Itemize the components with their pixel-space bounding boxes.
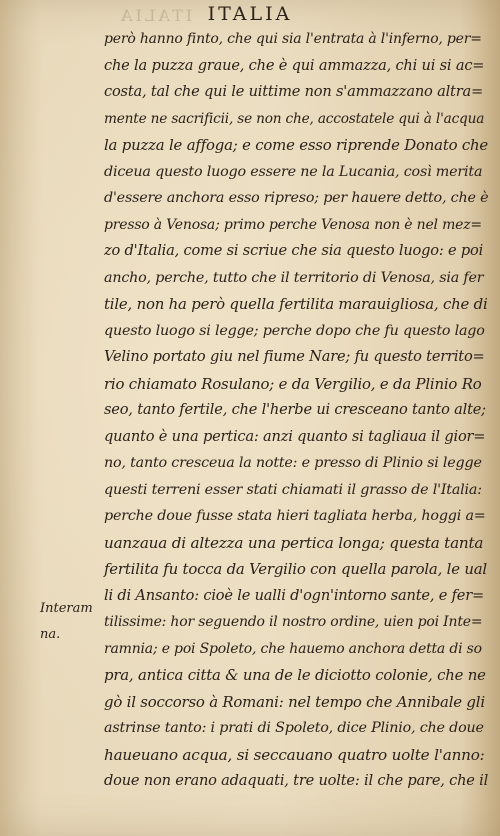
- margin-note-line: Interam: [40, 601, 93, 616]
- body-text: [104, 26, 489, 795]
- text-line: quanto è una pertica: anzi quanto si tagliaua il gior=: [104, 427, 486, 445]
- text-line: Velino portato giu nel fiume Nare; fu questo territo=: [104, 348, 485, 365]
- text-line: fertilita fu tocca da Vergilio con quella parola, le ual: [104, 560, 487, 578]
- text-line: uanzaua di altezza una pertica longa; questa tanta: [104, 533, 484, 552]
- text-line: pra, antica citta & una de le diciotto colonie, che ne: [104, 666, 486, 684]
- text-line: che la puzza graue, che è qui ammazza, chi ui si ac=: [104, 56, 485, 74]
- text-line: ramnia; e poi Spoleto, che hauemo anchora detta di so: [104, 640, 482, 657]
- text-line: d'essere anchora esso ripreso; per hauere detto, che è: [104, 190, 489, 206]
- text-line: tile, non ha però quella fertilita marauigliosa, che di: [104, 295, 488, 313]
- text-line: doue non erano adaquati, tre uolte: il che pare, che il: [104, 772, 489, 789]
- text-line: diceua questo luogo essere ne la Lucania, così merita: [104, 163, 483, 180]
- text-line: questo luogo si legge; perche dopo che fu questo lago: [104, 322, 485, 339]
- text-line: zo d'Italia, come si scriue che sia questo luogo: e poi: [104, 242, 484, 259]
- text-line: mente ne sacrificii, se non che, accostatele qui à l'acqua: [104, 110, 485, 127]
- text-line: no, tanto cresceua la notte: e presso di Plinio si legge: [104, 455, 482, 471]
- text-line: tilissime: hor seguendo il nostro ordine, uien poi Inte=: [104, 614, 483, 630]
- text-line: seo, tanto fertile, che l'herbe ui cresceano tanto alte;: [104, 401, 486, 418]
- text-line: questi terreni esser stati chiamati il grasso de l'Italia:: [104, 481, 482, 498]
- margin-note: [40, 596, 100, 648]
- text-line: perche doue fusse stata hieri tagliata herba, hoggi a=: [104, 508, 486, 524]
- text-line: però hanno finto, che qui sia l'entrata à l'inferno, per=: [104, 31, 482, 47]
- text-line: costa, tal che qui le uittime non s'ammazzano altra=: [104, 83, 484, 100]
- text-line: gò il soccorso à Romani: nel tempo che Annibale gli: [104, 692, 485, 711]
- text-line: presso à Venosa; primo perche Venosa non è nel mez=: [104, 216, 482, 233]
- text-line: haueuano acqua, si seccauano quatro uolte l'anno:: [104, 745, 485, 764]
- text-line: la puzza le affoga; e come esso riprende Donato che: [104, 136, 489, 154]
- running-head: ITALIA: [207, 3, 293, 25]
- text-line: ancho, perche, tutto che il territorio di Venosa, sia fer: [104, 269, 484, 286]
- show-through-text: ITALIA: [118, 6, 193, 25]
- margin-note-line: na.: [40, 627, 61, 642]
- text-line: astrinse tanto: i prati di Spoleto, dice Plinio, che doue: [104, 720, 484, 736]
- text-line: rio chiamato Rosulano; e da Vergilio, e da Plinio Ro: [104, 374, 482, 393]
- text-line: li di Ansanto: cioè le ualli d'ogn'intorno sante, e fer=: [104, 586, 485, 604]
